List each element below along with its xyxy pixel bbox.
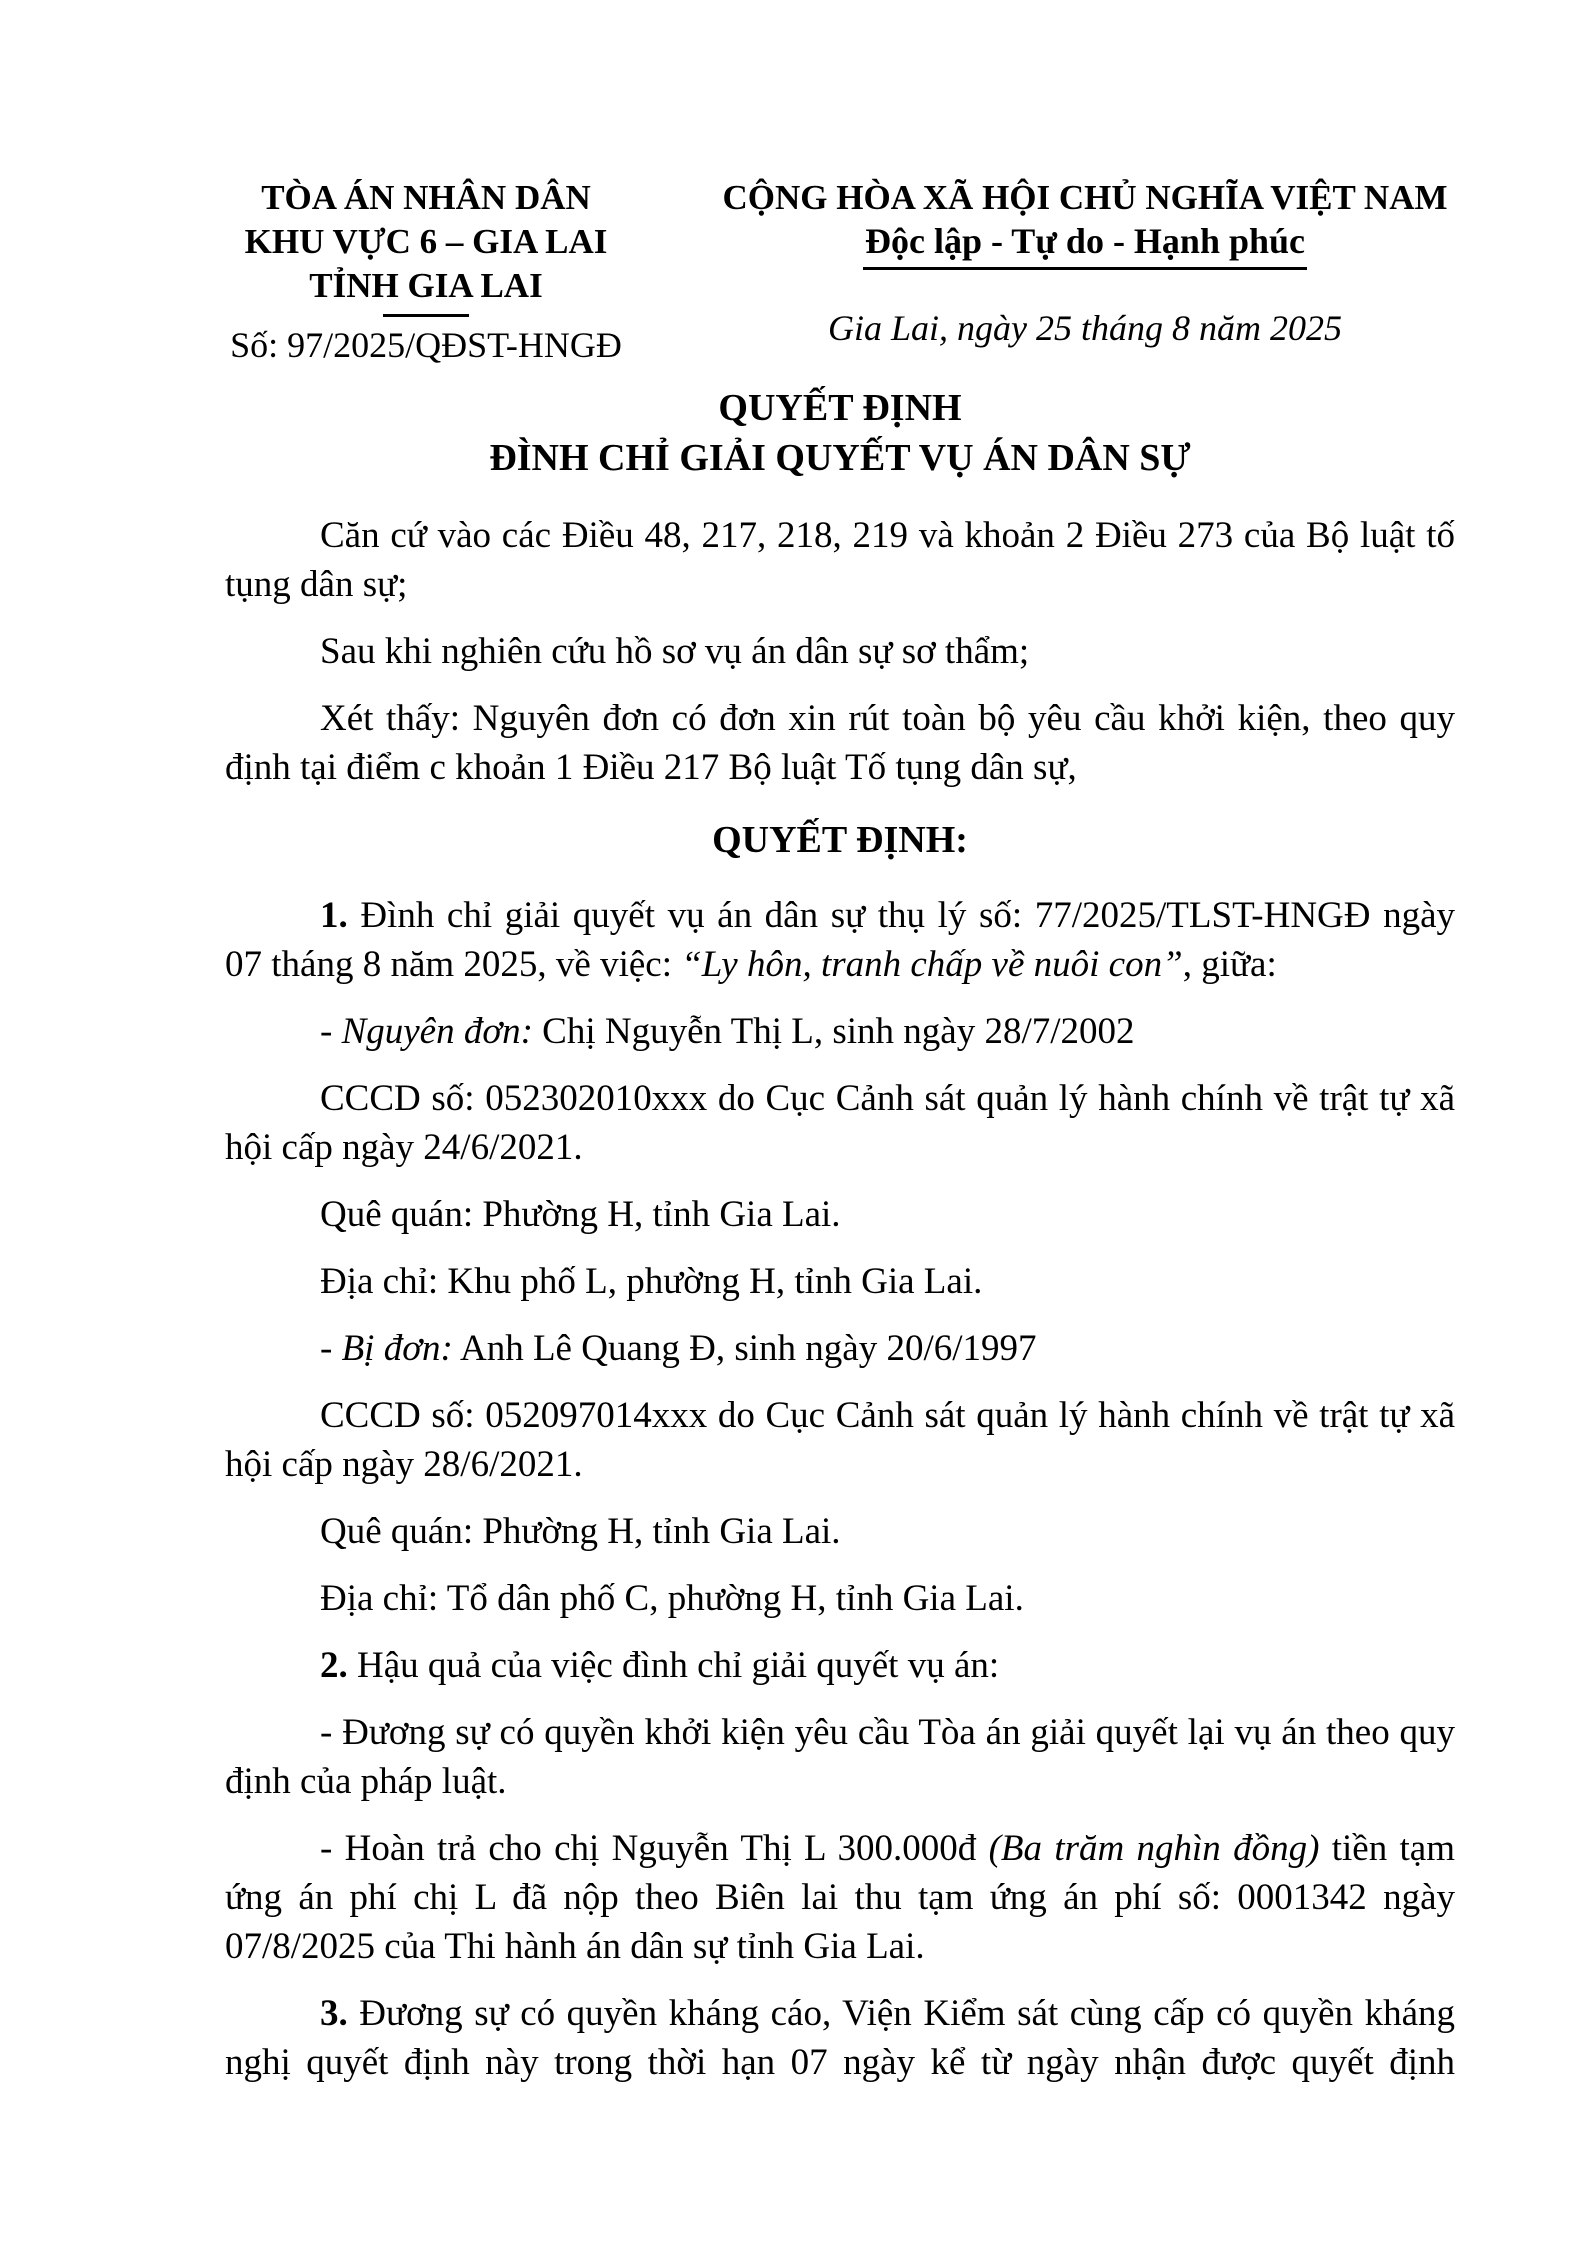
decision-section-heading: QUYẾT ĐỊNH: [712, 819, 968, 861]
defendant-cccd: CCCD số: 052097014xxx do Cục Cảnh sát quản lý hành chính về trật tự xã hội cấp ngày 28/6/2021. [225, 1395, 1455, 1485]
preamble-paragraph-3: Xét thấy: Nguyên đơn có đơn xin rút toàn bộ yêu cầu khởi kiện, theo quy định tại điểm c khoản 1 Điều 217 Bộ luật Tố tụng dân sự, [225, 698, 1455, 788]
decision-item-3 [225, 1989, 1455, 2087]
plaintiff-address: Địa chỉ: Khu phố L, phường H, tỉnh Gia Lai. [320, 1261, 983, 1302]
plaintiff-dash: - [320, 1011, 342, 1052]
preamble-paragraph-1: Căn cứ vào các Điều 48, 217, 218, 219 và khoản 2 Điều 273 của Bộ luật tố tụng dân sự; [225, 515, 1455, 605]
national-title: CỘNG HÒA XÃ HỘI CHỦ NGHĨA VIỆT NAM [722, 178, 1448, 217]
document-title [225, 383, 1455, 483]
item-1-number: 1. [320, 895, 348, 936]
decision-item-1 [225, 891, 1455, 989]
issuing-authority-block [185, 176, 667, 367]
plaintiff-label: Nguyên đơn: [341, 1011, 533, 1052]
authority-line-3: TỈNH GIA LAI [309, 266, 543, 305]
authority-line-2: KHU VỰC 6 – GIA LAI [244, 222, 608, 261]
defendant-label: Bị đơn: [341, 1328, 453, 1369]
item-2-text: Hậu quả của việc đình chỉ giải quyết vụ án: [347, 1645, 1000, 1686]
consequence-1: - Đương sự có quyền khởi kiện yêu cầu Tòa án giải quyết lại vụ án theo quy định của pháp luật. [225, 1712, 1455, 1802]
preamble-paragraph-2: Sau khi nghiên cứu hồ sơ vụ án dân sự sơ thẩm; [320, 631, 1030, 672]
title-line-2: ĐÌNH CHỈ GIẢI QUYẾT VỤ ÁN DÂN SỰ [489, 437, 1191, 479]
decision-item-2 [225, 1641, 1455, 1690]
authority-line-1: TÒA ÁN NHÂN DÂN [261, 178, 591, 217]
place-date-line: Gia Lai, ngày 25 tháng 8 năm 2025 [827, 308, 1342, 348]
item-1-text-before: Đình chỉ giải quyết vụ án dân sự thụ lý số: 77/2025/TLST-HNGĐ ngày 07 tháng 8 năm 2025, về việc: [225, 895, 1455, 985]
document-number: Số: 97/2025/QĐST-HNGĐ [230, 325, 622, 365]
defendant-name: Anh Lê Quang Đ, sinh ngày 20/6/1997 [452, 1328, 1037, 1369]
authority-divider-rule [383, 314, 469, 317]
item-2-number: 2. [320, 1645, 348, 1686]
item-3-text: Đương sự có quyền kháng cáo, Viện Kiểm sát cùng cấp có quyền kháng nghị quyết định này trong thời hạn 07 ngày kể từ ngày nhận được quyết định [225, 1993, 1455, 2083]
item-1-text-after: , giữa: [1182, 944, 1277, 985]
plaintiff-hometown: Quê quán: Phường H, tỉnh Gia Lai. [320, 1194, 841, 1235]
defendant-address: Địa chỉ: Tổ dân phố C, phường H, tỉnh Gia Lai. [320, 1578, 1024, 1619]
item-3-number: 3. [320, 1993, 348, 2034]
national-motto: Độc lập - Tự do - Hạnh phúc [863, 221, 1307, 270]
consequence-2-before: - Hoàn trả cho chị Nguyễn Thị L 300.000đ [320, 1828, 989, 1869]
defendant-hometown: Quê quán: Phường H, tỉnh Gia Lai. [320, 1511, 841, 1552]
plaintiff-intro [225, 1007, 1455, 1056]
consequence-2-after: tiền tạm ứng án phí chị L đã nộp theo Biên lai thu tạm ứng án phí số: 0001342 ngày 07/8/2025 của Thi hành án dân sự tỉnh Gia Lai. [225, 1828, 1455, 1967]
document-header [185, 176, 1491, 367]
case-name: “Ly hôn, tranh chấp về nuôi con” [681, 944, 1183, 985]
plaintiff-cccd: CCCD số: 052302010xxx do Cục Cảnh sát quản lý hành chính về trật tự xã hội cấp ngày 24/6/2021. [225, 1078, 1455, 1168]
plaintiff-name: Chị Nguyễn Thị L, sinh ngày 28/7/2002 [532, 1011, 1135, 1052]
consequence-2 [225, 1824, 1455, 1971]
national-motto-wrap [679, 220, 1491, 270]
amount-in-words: (Ba trăm nghìn đồng) [988, 1828, 1320, 1869]
title-line-1: QUYẾT ĐỊNH [718, 387, 962, 429]
defendant-dash: - [320, 1328, 342, 1369]
defendant-intro [225, 1324, 1455, 1373]
national-header-block [679, 176, 1491, 367]
